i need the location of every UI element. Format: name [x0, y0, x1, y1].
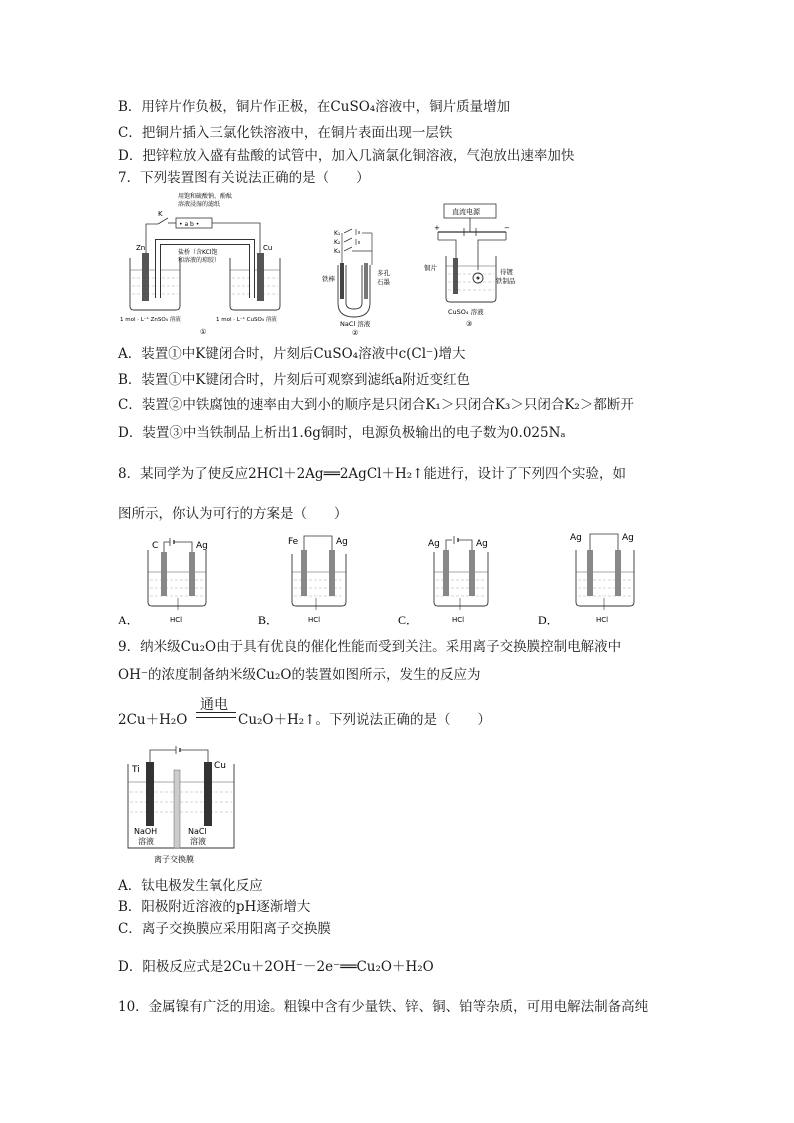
- fig2-k2-label: K₂: [334, 239, 341, 246]
- fig3-part-label-1: 待镀: [500, 268, 513, 276]
- q7-figure-3: [420, 200, 530, 338]
- q8-d-letter: D．: [538, 613, 559, 627]
- q8-d-left-electrode: Ag: [570, 533, 582, 543]
- q6-option-b: B．用锌片作负极，铜片作正极，在CuSO₄溶液中，铜片质量增加: [118, 99, 511, 115]
- q8-option-d-figure: [538, 528, 648, 632]
- q9-option-a: A．钛电极发生氧化反应: [118, 878, 263, 894]
- q8-stem-line-1: 8．某同学为了使反应2HCl＋2Ag══2AgCl＋H₂↑能进行，设计了下列四个实验，如: [118, 466, 626, 482]
- q9-fig-right-solution-2: 溶液: [190, 837, 206, 846]
- fig2-solution-label: NaCl 溶液: [340, 320, 371, 328]
- fig2-iron-rod-label: 铁棒: [322, 275, 335, 283]
- q8-stem-line-2: 图所示，你认为可行的方案是（ ）: [118, 506, 348, 522]
- fig2-number: ②: [352, 329, 359, 337]
- q8-c-left-electrode: Ag: [428, 539, 440, 549]
- fig1-ab-label: • a b •: [179, 221, 200, 228]
- q9-option-b: B．阳极附近溶液的pH逐渐增大: [118, 899, 311, 915]
- q7-figure-2: [322, 225, 402, 337]
- q7-figure-1: [118, 188, 298, 338]
- q9-equation-right: Cu₂O＋H₂↑。下列说法正确的是（ ）: [238, 712, 491, 728]
- fig3-number: ③: [466, 320, 473, 328]
- q9-equation: [118, 694, 538, 728]
- q6-option-c: C．把铜片插入三氯化铁溶液中，在铜片表面出现一层铁: [118, 125, 453, 141]
- fig2-carbon-label-2: 石墨: [377, 278, 390, 286]
- q8-d-solution: HCl: [596, 616, 609, 624]
- fig1-left-solution: 1 mol · L⁻¹ ZnSO₄ 溶液: [120, 317, 181, 323]
- q9-equation-left: 2Cu＋H₂O: [118, 712, 188, 728]
- q7-option-a: A．装置①中K键闭合时，片刻后CuSO₄溶液中c(Cl⁻)增大: [118, 346, 466, 362]
- fig1-bridge-label-2: 和溶液的琼胶）: [178, 257, 221, 264]
- q9-option-c: C．离子交换膜应采用阳离子交换膜: [118, 921, 331, 937]
- q7-option-b: B．装置①中K键闭合时，片刻后可观察到滤纸a附近变红色: [118, 372, 471, 388]
- q6-option-d: D．把锌粒放入盛有盐酸的试管中，加入几滴氯化铜溶液，气泡放出速率加快: [118, 148, 575, 164]
- q9-equation-condition: 通电: [200, 697, 228, 713]
- q9-fig-cu-label: Cu: [214, 761, 226, 771]
- fig3-minus-label: −: [504, 224, 510, 232]
- q8-a-left-electrode: C: [152, 541, 159, 551]
- q8-a-right-electrode: Ag: [196, 541, 208, 551]
- fig3-copper-label: 铜片: [424, 264, 437, 272]
- q9-fig-left-solution-2: 溶液: [138, 837, 154, 846]
- q8-b-letter: B．: [258, 613, 279, 627]
- q8-option-a-figure: [118, 532, 218, 632]
- q10-stem: 10．金属镍有广泛的用途。粗镍中含有少量铁、锌、铜、铂等杂质，可用电解法制备高纯: [118, 999, 649, 1015]
- q8-d-right-electrode: Ag: [622, 533, 634, 543]
- q8-a-letter: A．: [118, 613, 139, 627]
- q9-figure: [118, 742, 248, 866]
- q9-fig-membrane-label: 离子交换膜: [154, 855, 194, 864]
- fig1-filter-label-2: 溶液浸湿的滤纸: [178, 201, 221, 208]
- q9-fig-ti-label: Ti: [132, 765, 140, 775]
- fig2-carbon-label-1: 多孔: [377, 269, 390, 277]
- fig1-zn-label: Zn: [136, 244, 146, 252]
- fig1-filter-label-1: 用饱和硫酸钠、酚酞: [178, 193, 233, 200]
- fig3-solution-label: CuSO₄ 溶液: [448, 308, 484, 316]
- q8-b-right-electrode: Ag: [336, 537, 348, 547]
- q8-b-solution: HCl: [308, 616, 321, 624]
- q7-option-d: D．装置③中当铁制品上析出1.6g铜时，电源负极输出的电子数为0.025Nₐ: [118, 425, 566, 441]
- fig3-part-label-2: 铁制品: [496, 277, 516, 285]
- q9-stem-line-1: 9．纳米级Cu₂O由于具有优良的催化性能而受到关注。采用离子交换膜控制电解液中: [118, 639, 622, 655]
- fig1-k-label: K: [158, 210, 163, 218]
- q8-b-left-electrode: Fe: [288, 537, 299, 547]
- q8-c-letter: C．: [398, 613, 419, 627]
- q8-a-solution: HCl: [170, 616, 183, 624]
- q7-stem: 7．下列装置图有关说法正确的是（ ）: [118, 170, 370, 186]
- q8-c-solution: HCl: [452, 616, 465, 624]
- q9-fig-left-solution-1: NaOH: [134, 827, 158, 836]
- fig1-right-solution: 1 mol · L⁻¹ CuSO₄ 溶液: [216, 317, 277, 323]
- q8-option-c-figure: [398, 532, 498, 632]
- q9-option-d: D．阳极反应式是2Cu＋2OH⁻－2e⁻══Cu₂O＋H₂O: [118, 959, 434, 975]
- fig2-k1-label: K₁: [334, 230, 341, 237]
- fig2-k3-label: K₃: [334, 248, 341, 255]
- fig1-number: ①: [200, 328, 207, 336]
- q9-fig-right-solution-1: NaCl: [188, 827, 207, 836]
- fig1-bridge-label-1: 盐桥（含KCl饱: [178, 249, 218, 256]
- fig3-power-label: 直流电源: [452, 208, 480, 216]
- q9-stem-line-2: OH⁻的浓度制备纳米级Cu₂O的装置如图所示，发生的反应为: [118, 667, 481, 683]
- q7-option-c: C．装置②中铁腐蚀的速率由大到小的顺序是只闭合K₁＞只闭合K₃＞只闭合K₂＞都断开: [118, 397, 634, 413]
- fig3-plus-label: +: [434, 224, 440, 232]
- fig1-cu-label: Cu: [263, 244, 273, 252]
- q8-option-b-figure: [258, 532, 358, 632]
- q8-c-right-electrode: Ag: [476, 539, 488, 549]
- q9-equation-arrow: [196, 712, 236, 718]
